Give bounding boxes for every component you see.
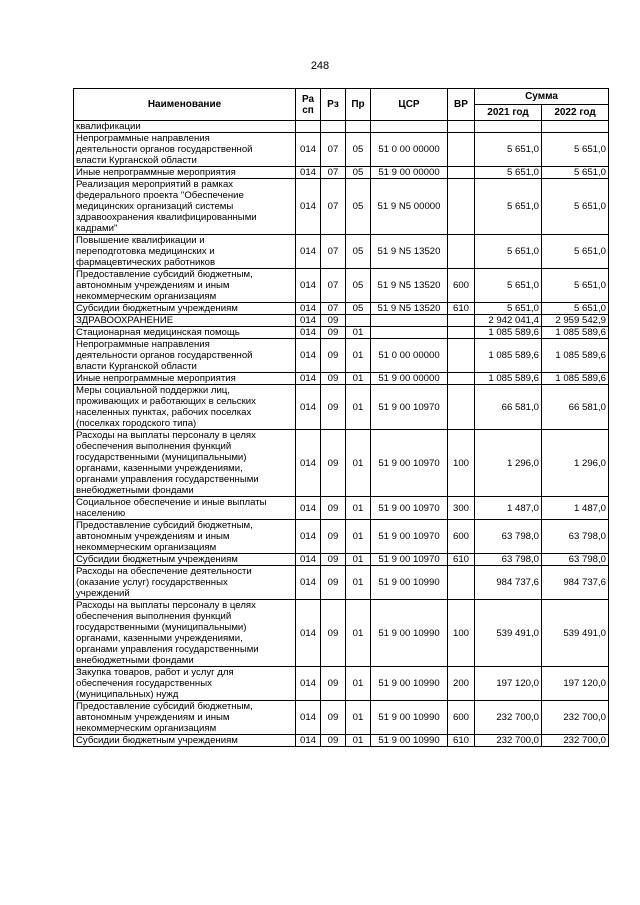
cell-vr [448,133,475,167]
cell-rasp: 014 [296,667,321,701]
cell-sum-2021: 1 085 589,6 [475,373,542,385]
cell-name [74,600,296,667]
cell-vr [448,315,475,327]
table-row [74,735,609,747]
cell-sum-2022: 5 651,0 [542,235,609,269]
cell-vr: 200 [448,667,475,701]
cell-sum-2022: 63 798,0 [542,520,609,554]
cell-csr: 51 9 00 10990 [371,701,448,735]
table-row [74,327,609,339]
row-label: Предоставление субсидий бюджетным, автономным учреждениям и иным некоммерческим организациям [76,269,253,302]
cell-sum-2022: 1 296,0 [542,430,609,497]
budget-table [73,88,609,747]
table-row [74,133,609,167]
cell-sum-2022: 66 581,0 [542,385,609,430]
cell-sum-2021: 1 085 589,6 [475,327,542,339]
cell-csr [371,121,448,133]
cell-csr: 51 9 00 10990 [371,735,448,747]
cell-sum-2022: 63 798,0 [542,554,609,566]
table-row [74,600,609,667]
header-vr: ВР [448,89,475,121]
cell-name [74,327,296,339]
cell-vr [448,339,475,373]
cell-rasp: 014 [296,315,321,327]
cell-csr: 51 9 N5 13520 [371,303,448,315]
cell-rz: 07 [321,179,346,235]
cell-rz: 07 [321,167,346,179]
table-row [74,303,609,315]
cell-rasp: 014 [296,430,321,497]
cell-csr: 51 9 00 00000 [371,373,448,385]
cell-csr [371,327,448,339]
cell-name [74,303,296,315]
table-row [74,520,609,554]
cell-sum-2022: 1 487,0 [542,497,609,520]
cell-vr: 610 [448,303,475,315]
cell-name [74,430,296,497]
cell-vr [448,121,475,133]
cell-csr: 51 9 00 10990 [371,566,448,600]
cell-pr: 05 [346,303,371,315]
cell-rz: 09 [321,600,346,667]
cell-vr: 300 [448,497,475,520]
cell-rz: 09 [321,339,346,373]
cell-pr: 01 [346,385,371,430]
row-label: Предоставление субсидий бюджетным, автономным учреждениям и иным некоммерческим организациям [76,520,253,553]
cell-sum-2022: 232 700,0 [542,735,609,747]
cell-csr: 51 9 00 10970 [371,497,448,520]
cell-pr: 01 [346,327,371,339]
row-label: Расходы на выплаты персоналу в целях обеспечения выполнения функций государственными (муниципальными) органами, казенными учреждениями, органами управления государственными внебюджетными фондами [76,600,259,666]
cell-rz: 09 [321,520,346,554]
cell-rz: 09 [321,701,346,735]
cell-rz: 07 [321,133,346,167]
cell-csr: 51 9 00 10990 [371,667,448,701]
cell-vr [448,179,475,235]
cell-rasp: 014 [296,566,321,600]
cell-name [74,554,296,566]
cell-pr: 01 [346,339,371,373]
cell-rz: 09 [321,430,346,497]
cell-name [74,373,296,385]
cell-pr: 01 [346,566,371,600]
row-label: Повышение квалификации и переподготовка медицинских и фармацевтических работников [76,235,216,268]
header-pr: Пр [346,89,371,121]
cell-csr: 51 9 N5 13520 [371,235,448,269]
cell-vr: 100 [448,600,475,667]
cell-rasp: 014 [296,339,321,373]
cell-csr [371,315,448,327]
cell-rz [321,121,346,133]
cell-rasp: 014 [296,179,321,235]
cell-csr: 51 9 00 10990 [371,600,448,667]
cell-pr: 01 [346,701,371,735]
header-year-2022: 2022 год [542,105,609,121]
cell-sum-2022: 5 651,0 [542,167,609,179]
cell-sum-2022: 2 959 542,9 [542,315,609,327]
cell-sum-2022: 1 085 589,6 [542,339,609,373]
table-row [74,554,609,566]
cell-pr [346,315,371,327]
cell-rasp: 014 [296,235,321,269]
cell-sum-2021: 5 651,0 [475,269,542,303]
cell-rz: 07 [321,235,346,269]
cell-rasp: 014 [296,133,321,167]
cell-vr [448,327,475,339]
row-label: Субсидии бюджетным учреждениям [76,554,238,565]
cell-pr: 01 [346,600,371,667]
cell-sum-2022: 5 651,0 [542,179,609,235]
cell-sum-2021: 539 491,0 [475,600,542,667]
cell-vr [448,385,475,430]
cell-sum-2022: 1 085 589,6 [542,327,609,339]
cell-rasp [296,121,321,133]
cell-vr: 600 [448,520,475,554]
cell-sum-2022: 5 651,0 [542,303,609,315]
cell-rasp: 014 [296,373,321,385]
cell-pr: 01 [346,497,371,520]
cell-sum-2022: 1 085 589,6 [542,373,609,385]
cell-csr: 51 0 00 00000 [371,339,448,373]
row-label: Реализация мероприятий в рамках федерального проекта "Обеспечение медицинских организаций системы здравоохранения квалифицированными кадрами" [76,179,257,234]
cell-rz: 07 [321,269,346,303]
row-label: Социальное обеспечение и иные выплаты населению [76,497,267,519]
cell-sum-2021: 63 798,0 [475,520,542,554]
cell-sum-2021: 1 487,0 [475,497,542,520]
header-name: Наименование [74,89,296,121]
cell-pr: 01 [346,554,371,566]
cell-pr: 05 [346,133,371,167]
table-row [74,430,609,497]
cell-sum-2021: 197 120,0 [475,667,542,701]
row-label: Расходы на выплаты персоналу в целях обеспечения выполнения функций государственными (муниципальными) органами, казенными учреждениями, органами управления государственными внебюджетными фондами [76,430,259,496]
cell-rz: 09 [321,735,346,747]
cell-vr: 610 [448,735,475,747]
cell-sum-2021: 1 296,0 [475,430,542,497]
table-row [74,373,609,385]
cell-csr: 51 9 00 10970 [371,554,448,566]
cell-sum-2022: 232 700,0 [542,701,609,735]
cell-pr: 05 [346,179,371,235]
cell-rasp: 014 [296,385,321,430]
cell-name [74,667,296,701]
row-label: квалификации [76,121,141,132]
cell-vr [448,373,475,385]
cell-sum-2022: 539 491,0 [542,600,609,667]
row-label: Непрограммные направления деятельности органов государственной власти Курганской области [76,133,253,166]
table-row [74,701,609,735]
cell-vr [448,566,475,600]
cell-name [74,315,296,327]
cell-pr: 05 [346,167,371,179]
table-row [74,179,609,235]
cell-name [74,133,296,167]
cell-sum-2021: 1 085 589,6 [475,339,542,373]
header-csr: ЦСР [371,89,448,121]
cell-name [74,701,296,735]
cell-sum-2021: 63 798,0 [475,554,542,566]
cell-sum-2021: 232 700,0 [475,735,542,747]
cell-vr: 600 [448,269,475,303]
cell-rasp: 014 [296,600,321,667]
cell-rz: 09 [321,315,346,327]
cell-pr: 05 [346,235,371,269]
cell-sum-2021: 984 737,6 [475,566,542,600]
cell-sum-2022: 197 120,0 [542,667,609,701]
cell-rz: 09 [321,554,346,566]
cell-rz: 09 [321,373,346,385]
cell-rz: 09 [321,385,346,430]
cell-rasp: 014 [296,554,321,566]
cell-sum-2022: 5 651,0 [542,269,609,303]
cell-csr: 51 9 00 10970 [371,520,448,554]
cell-rz: 09 [321,566,346,600]
cell-rasp: 014 [296,497,321,520]
cell-vr [448,235,475,269]
row-label: Закупка товаров, работ и услуг для обеспечения государственных (муниципальных) нужд [76,667,234,700]
cell-sum-2022 [542,121,609,133]
row-label: Расходы на обеспечение деятельности (оказание услуг) государственных учреждений [76,566,252,599]
table-row [74,497,609,520]
cell-pr: 05 [346,269,371,303]
cell-name [74,735,296,747]
cell-rasp: 014 [296,269,321,303]
cell-sum-2021: 2 942 041,4 [475,315,542,327]
cell-sum-2021: 5 651,0 [475,167,542,179]
header-sum: Сумма [475,89,609,105]
cell-name [74,339,296,373]
cell-name [74,179,296,235]
cell-sum-2021: 5 651,0 [475,303,542,315]
cell-sum-2021: 5 651,0 [475,133,542,167]
cell-rz: 09 [321,327,346,339]
cell-rasp: 014 [296,701,321,735]
cell-rasp: 014 [296,735,321,747]
page-number: 248 [310,60,330,72]
cell-vr: 610 [448,554,475,566]
cell-name [74,566,296,600]
cell-rasp: 014 [296,167,321,179]
cell-sum-2021: 66 581,0 [475,385,542,430]
cell-pr [346,121,371,133]
header-year-2021: 2021 год [475,105,542,121]
table-row [74,269,609,303]
table-row [74,385,609,430]
cell-pr: 01 [346,520,371,554]
cell-csr: 51 9 00 00000 [371,167,448,179]
cell-csr: 51 9 N5 13520 [371,269,448,303]
table-row [74,315,609,327]
cell-sum-2021: 5 651,0 [475,235,542,269]
table-row [74,667,609,701]
cell-name [74,235,296,269]
cell-vr: 100 [448,430,475,497]
row-label: Субсидии бюджетным учреждениям [76,735,238,746]
row-label: Стационарная медицинская помощь [76,327,240,338]
cell-sum-2022: 5 651,0 [542,133,609,167]
cell-pr: 01 [346,373,371,385]
cell-name [74,520,296,554]
cell-rz: 09 [321,497,346,520]
cell-csr: 51 9 N5 00000 [371,179,448,235]
cell-sum-2022: 984 737,6 [542,566,609,600]
cell-sum-2021: 232 700,0 [475,701,542,735]
cell-csr: 51 0 00 00000 [371,133,448,167]
cell-rz: 09 [321,667,346,701]
table-row [74,121,609,133]
cell-rasp: 014 [296,327,321,339]
table-row [74,235,609,269]
row-label: ЗДРАВООХРАНЕНИЕ [76,315,174,326]
cell-rz: 07 [321,303,346,315]
cell-pr: 01 [346,430,371,497]
cell-vr: 600 [448,701,475,735]
cell-csr: 51 9 00 10970 [371,430,448,497]
cell-pr: 01 [346,735,371,747]
row-label: Иные непрограммные мероприятия [76,167,236,178]
table-row [74,339,609,373]
cell-name [74,385,296,430]
cell-vr [448,167,475,179]
cell-csr: 51 9 00 10970 [371,385,448,430]
table-row [74,566,609,600]
cell-name [74,121,296,133]
header-rz: Рз [321,89,346,121]
cell-pr: 01 [346,667,371,701]
table-row [74,167,609,179]
cell-sum-2021 [475,121,542,133]
row-label: Субсидии бюджетным учреждениям [76,303,238,314]
header-rasp: Ра сп [296,89,321,121]
row-label: Непрограммные направления деятельности органов государственной власти Курганской области [76,339,253,372]
row-label: Иные непрограммные мероприятия [76,373,236,384]
cell-rasp: 014 [296,520,321,554]
cell-name [74,167,296,179]
row-label: Предоставление субсидий бюджетным, автономным учреждениям и иным некоммерческим организациям [76,701,253,734]
row-label: Меры социальной поддержки лиц, проживающих и работающих в сельских населенных пунктах, рабочих поселках (поселках городского типа) [76,385,256,429]
cell-sum-2021: 5 651,0 [475,179,542,235]
cell-name [74,497,296,520]
cell-name [74,269,296,303]
cell-rasp: 014 [296,303,321,315]
